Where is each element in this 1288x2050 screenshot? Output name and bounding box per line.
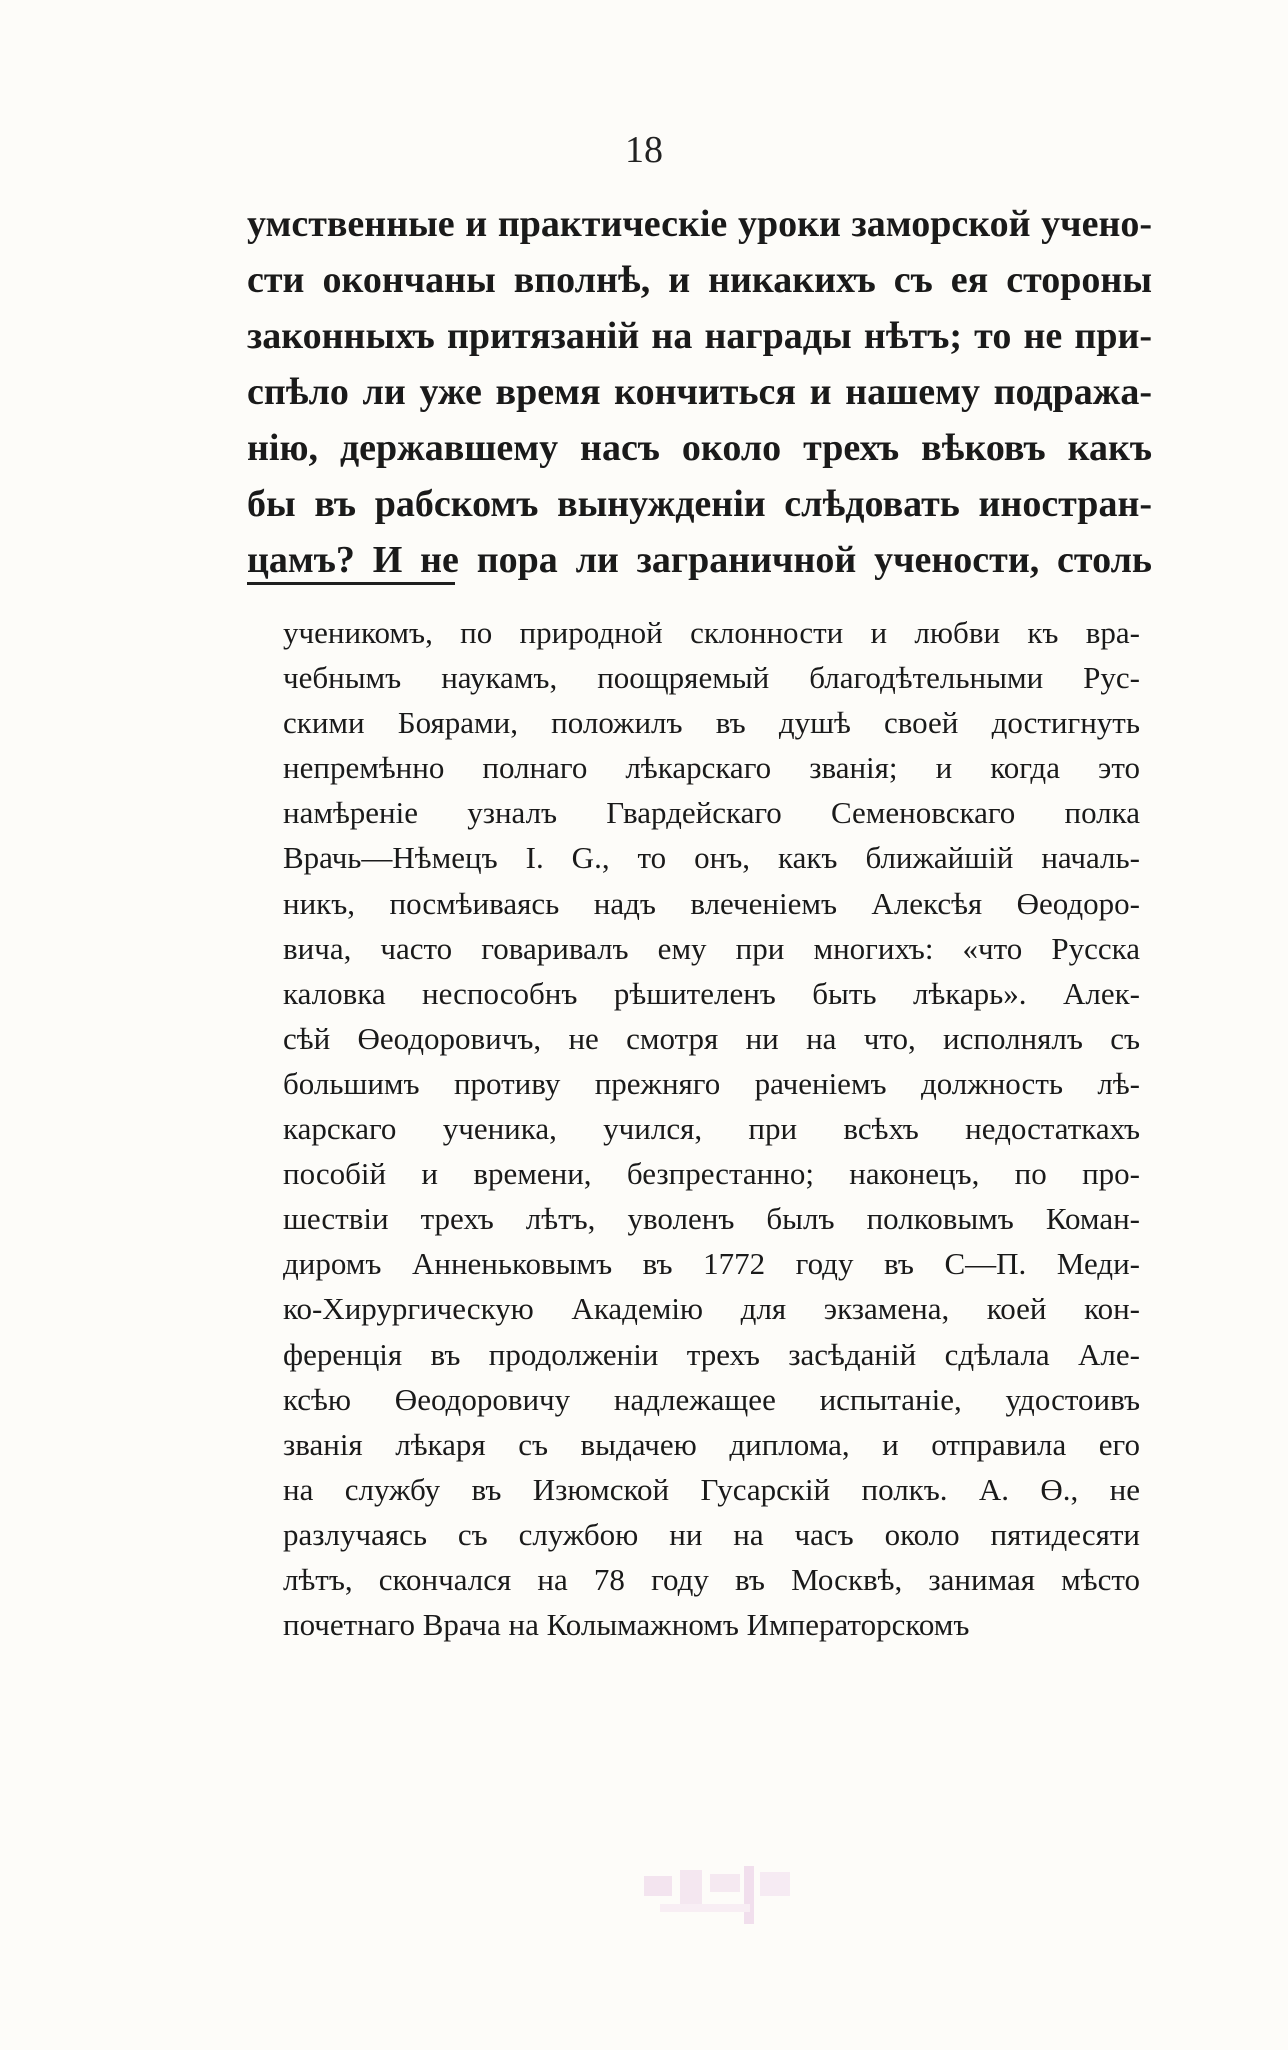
footnote (283, 610, 1140, 1647)
main-text-line: сти окончаны вполнѣ, и никакихъ съ ея стороны (247, 259, 1152, 301)
footnote-line: разлучаясь съ службою ни на часъ около пятидесяти (283, 1516, 1140, 1552)
footnote-line: большимъ противу прежняго раченіемъ должность лѣ- (283, 1065, 1140, 1101)
footnote-line: сѣй Өеодоровичъ, не смотря ни на что, исполнялъ съ (283, 1020, 1140, 1056)
main-text-line: законныхъ притязаній на награды нѣтъ; то не при- (247, 315, 1152, 357)
main-text-line: умственные и практическіе уроки заморской учено- (247, 203, 1152, 245)
footnote-line: карскаго ученика, учился, при всѣхъ недостаткахъ (283, 1111, 1140, 1147)
footnote-line: почетнаго Врача на Колымажномъ Императорскомъ (283, 1607, 970, 1643)
footnote-line: ксѣю Өеодоровичу надлежащее испытаніе, удостоивъ (283, 1381, 1140, 1417)
footnote-line: пособій и времени, безпрестанно; наконецъ, по про- (283, 1156, 1140, 1192)
footnote-line: лѣтъ, скончался на 78 году въ Москвѣ, занимая мѣсто (283, 1561, 1140, 1597)
footnote-divider (247, 582, 455, 585)
footnote-line: ученикомъ, по природной склонности и любви къ вра- (283, 615, 1140, 650)
footnote-line: на службу въ Изюмской Гусарскій полкъ. А. Ө., не (283, 1471, 1140, 1507)
footnote-line: чебнымъ наукамъ, поощряемый благодѣтельными Рус- (283, 660, 1140, 696)
library-stamp-icon (640, 1860, 800, 1930)
footnote-line: намѣреніе узналъ Гвардейскаго Семеновскаго полка (283, 795, 1140, 831)
footnote-line: никъ, посмѣиваясь надъ влеченіемъ Алексѣя Өеодоро- (283, 885, 1140, 921)
footnote-line: ко-Хирургическую Академію для экзамена, коей кон- (283, 1291, 1140, 1327)
main-text-line: бы въ рабскомъ вынужденіи слѣдовать иностран- (247, 483, 1152, 525)
footnote-line: Врачь—Нѣмецъ І. G., то онъ, какъ ближайшій началь- (283, 840, 1140, 876)
main-text-line: нію, державшему насъ около трехъ вѣковъ какъ (247, 427, 1152, 469)
footnote-line: скими Боярами, положилъ въ душѣ своей достигнуть (283, 705, 1140, 741)
footnote-line: непремѣнно полнаго лѣкарскаго званія; и когда это (283, 750, 1140, 786)
footnote-line: ференція въ продолженіи трехъ засѣданій сдѣлала Але- (283, 1336, 1140, 1372)
main-text-line: спѣло ли уже время кончиться и нашему подража- (247, 371, 1152, 413)
footnote-line: званія лѣкаря съ выдачею диплома, и отправила его (283, 1426, 1140, 1462)
footnote-line: каловка неспособнъ рѣшителенъ быть лѣкарь». Алек- (283, 975, 1140, 1011)
footnote-line: вича, часто говаривалъ ему при многихъ: «что Русска (283, 930, 1140, 966)
main-text-line: цамъ? И не пора ли заграничной учености, столь (247, 539, 1152, 581)
footnote-line: диромъ Анненьковымъ въ 1772 году въ С—П. Меди- (283, 1246, 1140, 1282)
main-text (247, 196, 1152, 588)
footnote-line: шествіи трехъ лѣтъ, уволенъ былъ полковымъ Коман- (283, 1201, 1140, 1237)
page-number: 18 (625, 129, 663, 171)
